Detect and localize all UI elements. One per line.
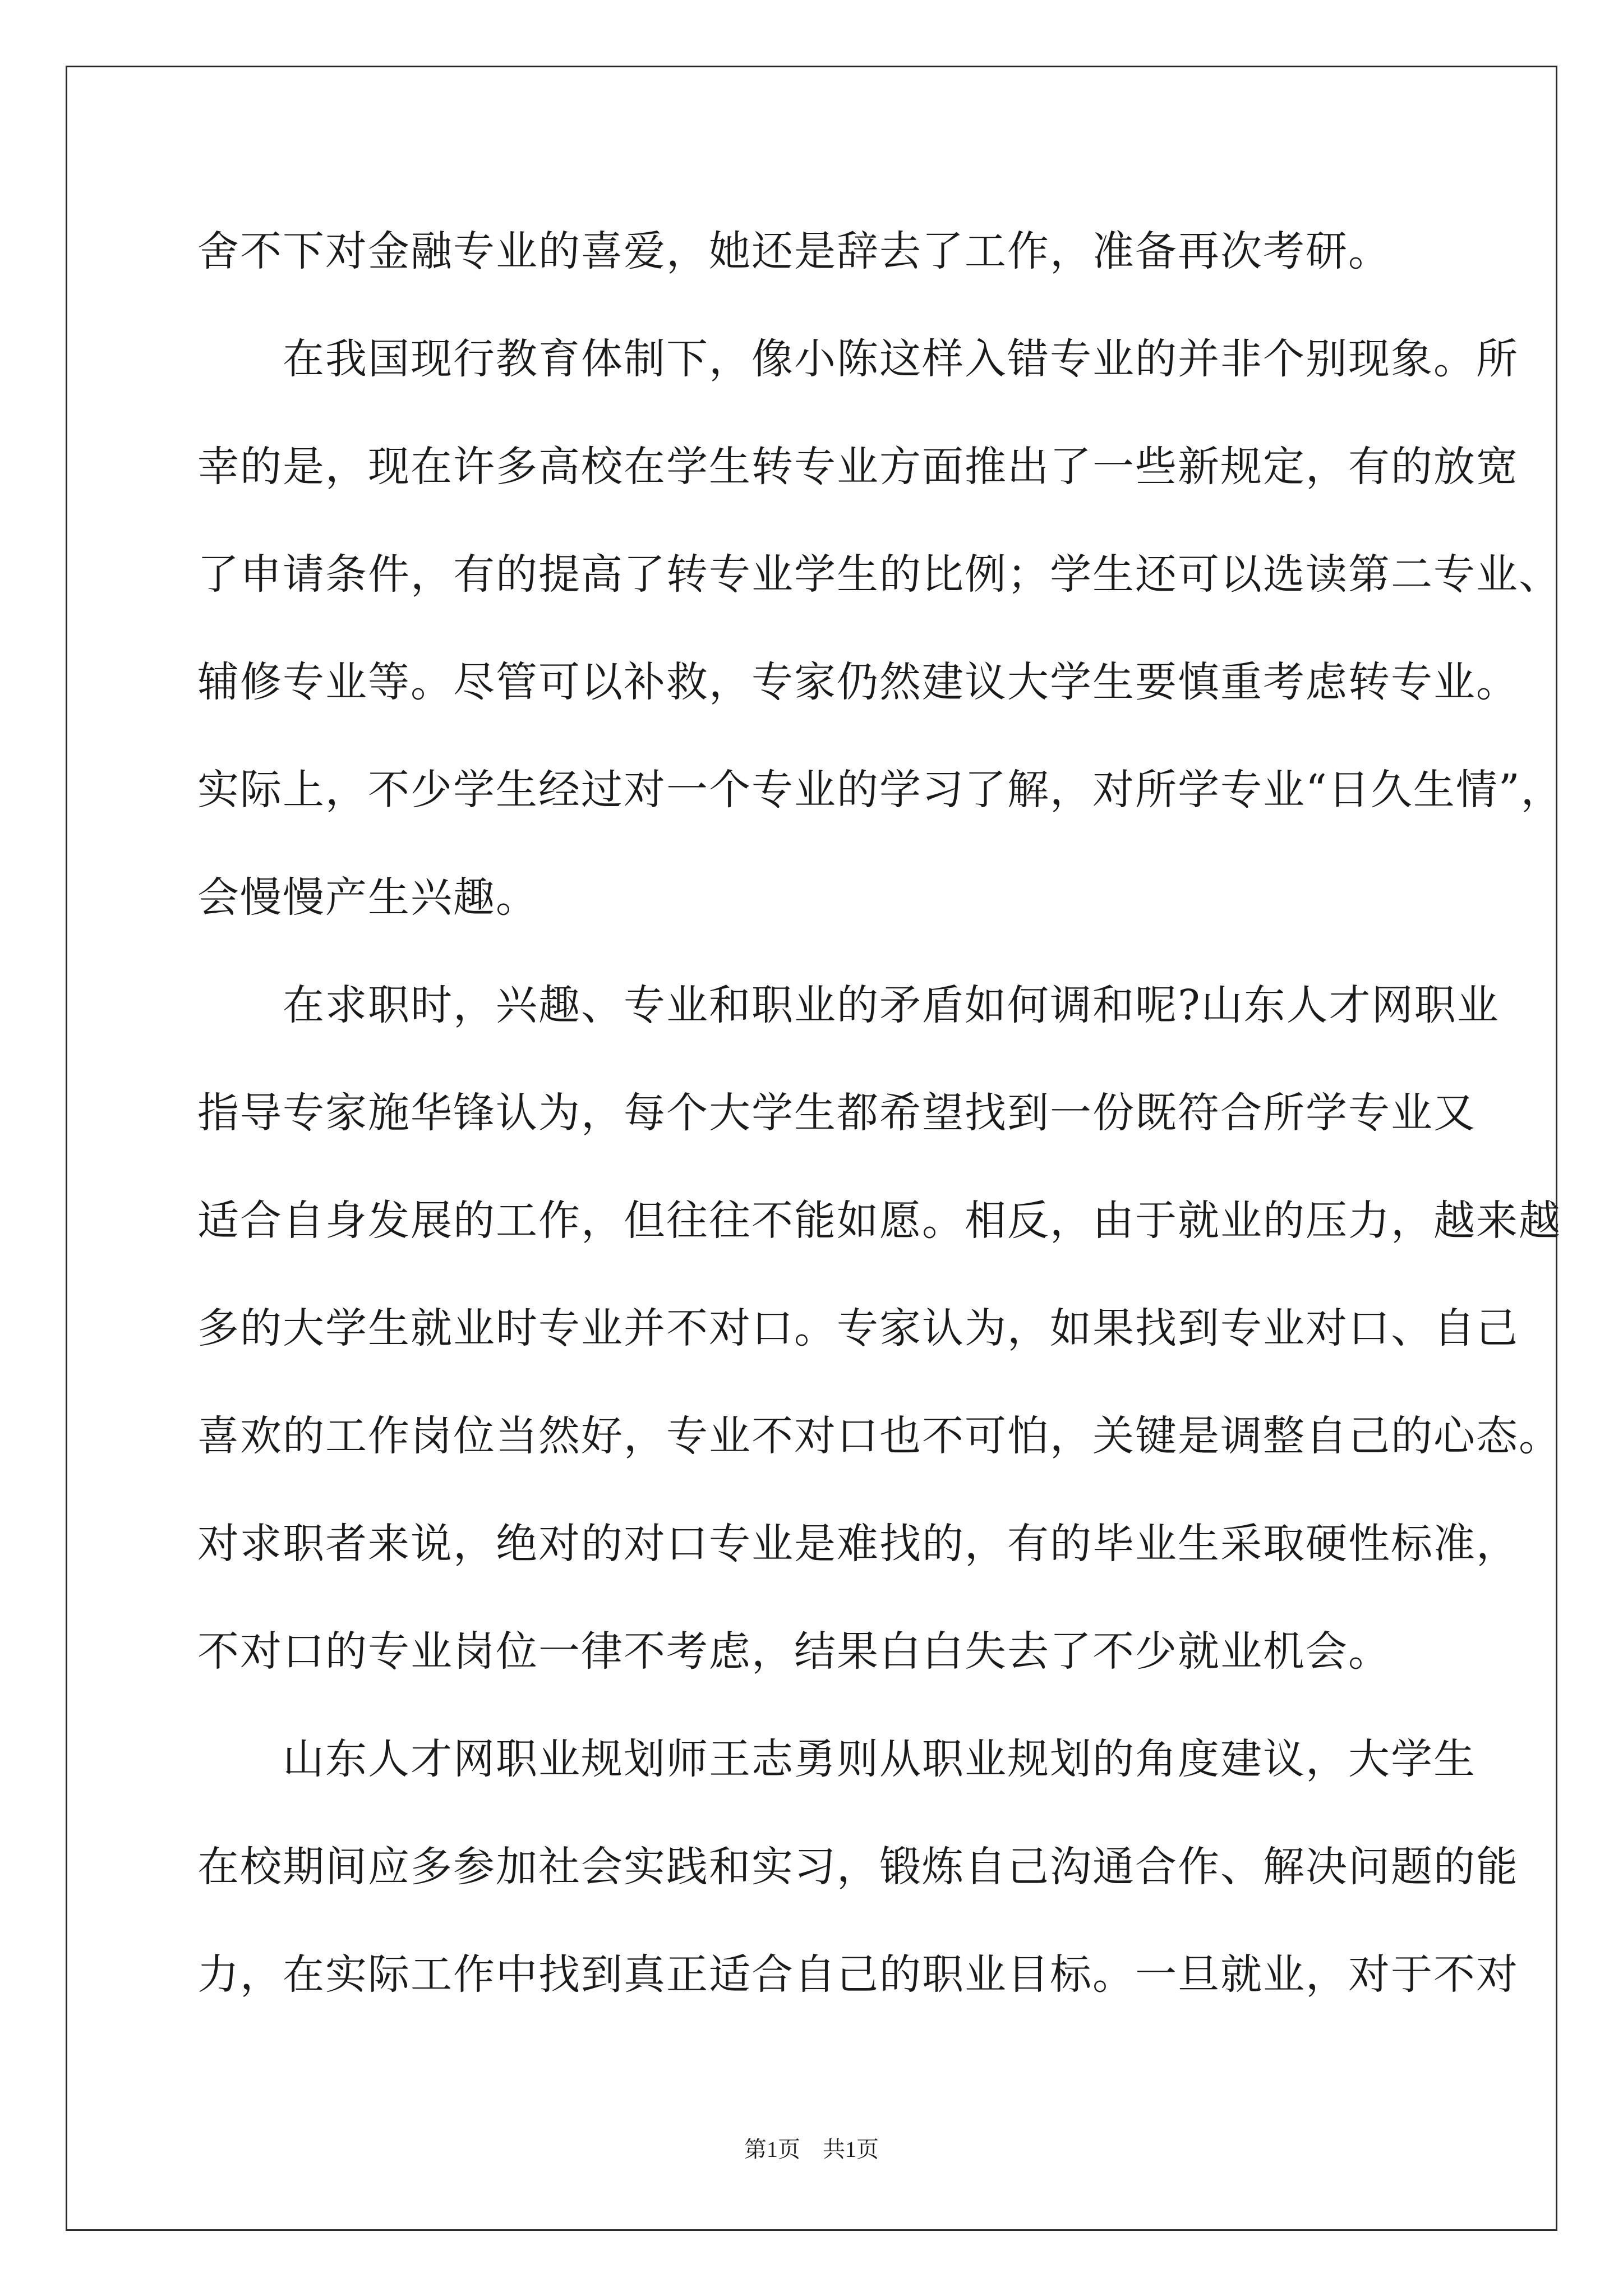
text-line: 实际上，不少学生经过对一个专业的学习了解，对所学专业“日久生情”， bbox=[197, 766, 1564, 814]
text-line: 不对口的专业岗位一律不考虑，结果白白失去了不少就业机会。 bbox=[197, 1627, 1391, 1676]
text-line: 力，在实际工作中找到真正适合自己的职业目标。一旦就业，对于不对 bbox=[197, 1950, 1519, 1999]
text-line: 在我国现行教育体制下，像小陈这样入错专业的并非个别现象。所 bbox=[197, 335, 1519, 383]
page-number-footer: 第1页 共1页 bbox=[744, 2137, 879, 2162]
text-line: 对求职者来说，绝对的对口专业是难找的，有的毕业生采取硬性标准， bbox=[197, 1520, 1519, 1568]
page-frame bbox=[66, 66, 1557, 2231]
text-line: 适合自身发展的工作，但往往不能如愿。相反，由于就业的压力，越来越 bbox=[197, 1197, 1561, 1245]
text-line: 在校期间应多参加社会实践和实习，锻炼自己沟通合作、解决问题的能 bbox=[197, 1843, 1519, 1891]
text-line: 山东人才网职业规划师王志勇则从职业规划的角度建议，大学生 bbox=[197, 1735, 1476, 1783]
text-line: 在求职时，兴趣、专业和职业的矛盾如何调和呢?山东人才网职业 bbox=[197, 981, 1500, 1029]
text-line: 了申请条件，有的提高了转专业学生的比例；学生还可以选读第二专业、 bbox=[197, 550, 1561, 599]
text-line: 指导专家施华锋认为，每个大学生都希望找到一份既符合所学专业又 bbox=[197, 1089, 1476, 1137]
text-line: 会慢慢产生兴趣。 bbox=[197, 873, 538, 922]
text-line: 辅修专业等。尽管可以补救，专家仍然建议大学生要慎重考虑转专业。 bbox=[197, 658, 1519, 706]
text-line: 喜欢的工作岗位当然好，专业不对口也不可怕，关键是调整自己的心态。 bbox=[197, 1412, 1561, 1460]
text-line: 多的大学生就业时专业并不对口。专家认为，如果找到专业对口、自己 bbox=[197, 1304, 1519, 1352]
text-line: 幸的是，现在许多高校在学生转专业方面推出了一些新规定，有的放宽 bbox=[197, 443, 1519, 491]
text-line: 舍不下对金融专业的喜爱，她还是辞去了工作，准备再次考研。 bbox=[197, 227, 1391, 275]
